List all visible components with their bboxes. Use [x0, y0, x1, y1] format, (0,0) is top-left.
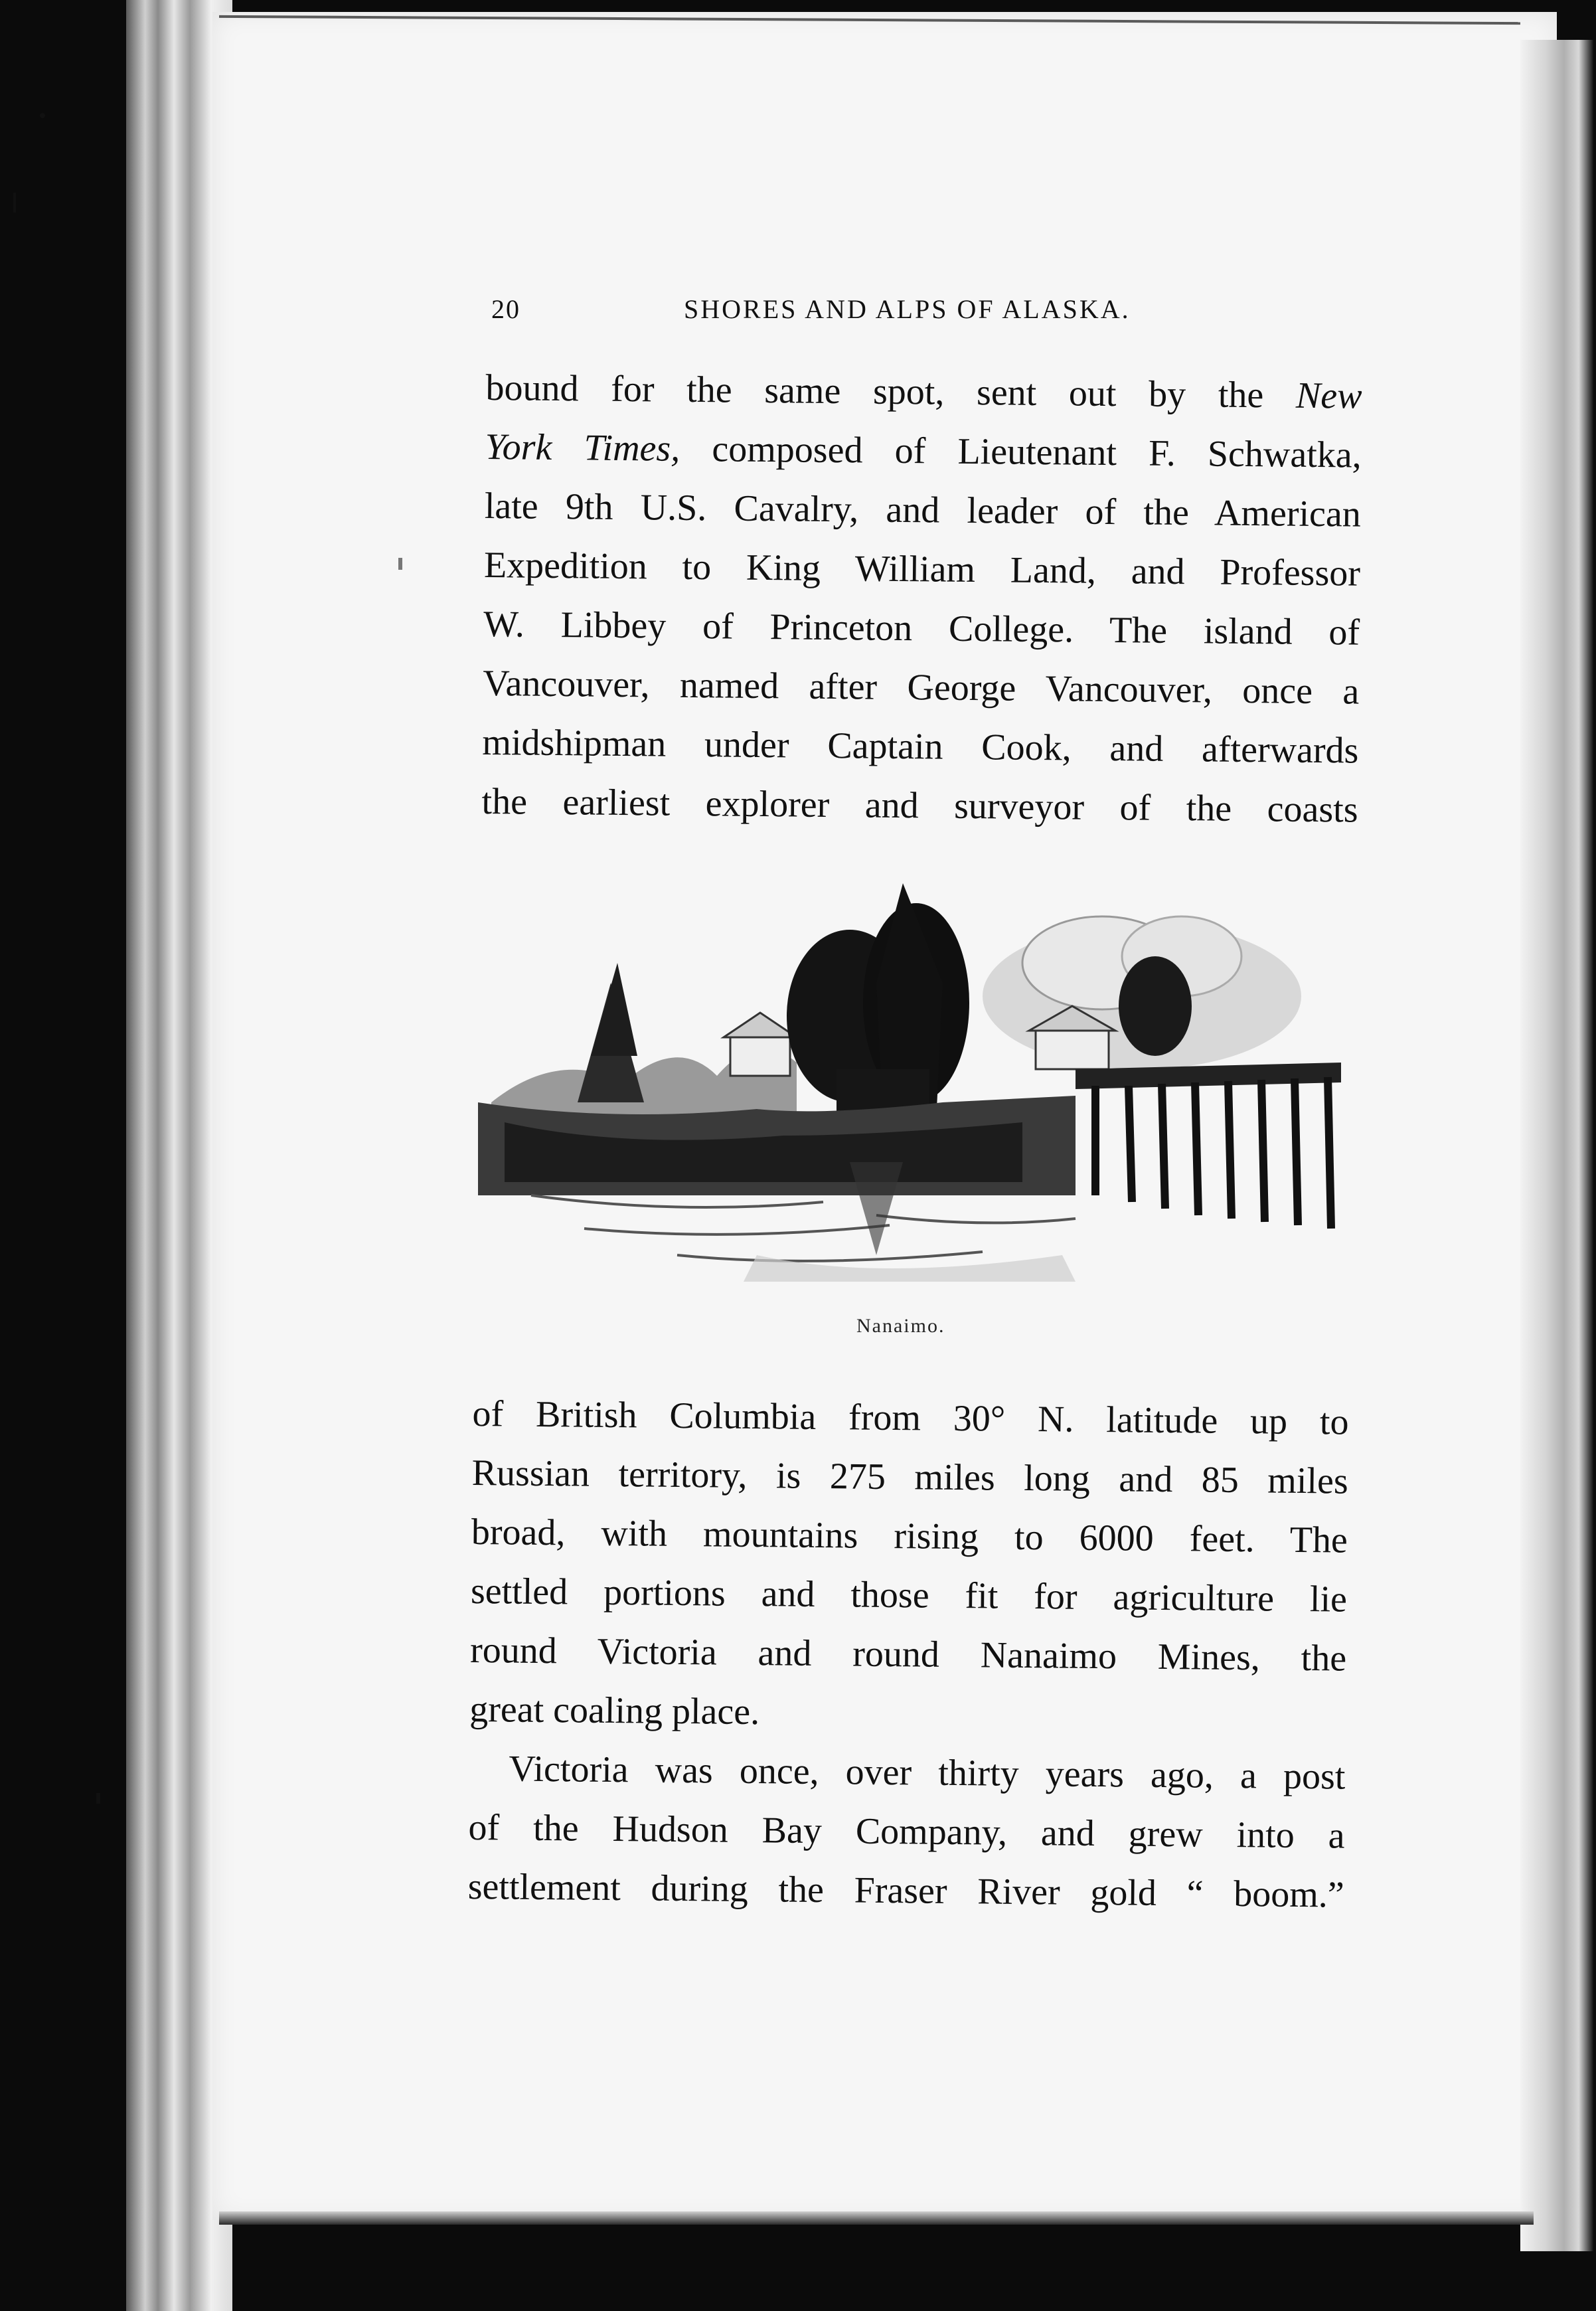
text-line: York Times, composed of Lieutenant F. Schwatka, — [485, 426, 1362, 476]
nanaimo-illustration — [478, 883, 1361, 1295]
text-line: Victoria was once, over thirty years ago, a post — [509, 1748, 1346, 1798]
text-line: Expedition to King William Land, and Professor — [483, 544, 1361, 594]
text-line: settled portions and those fit for agriculture lie — [470, 1570, 1348, 1620]
text-line: late 9th U.S. Cavalry, and leader of the American — [484, 485, 1362, 535]
text-line: great coaling place. — [469, 1688, 760, 1733]
text-line: Vancouver, named after George Vancouver, once a — [483, 662, 1360, 713]
text-line: midshipman under Captain Cook, and afterwards — [482, 721, 1359, 772]
text-line: the earliest explorer and surveyor of the coasts — [481, 780, 1358, 831]
scan-speck — [96, 1793, 100, 1804]
text-line: Russian territory, is 275 miles long and 85 miles — [471, 1452, 1348, 1502]
text-line: of the Hudson Bay Company, and grew into a — [468, 1806, 1345, 1857]
text-line: round Victoria and round Nanaimo Mines, the — [469, 1629, 1347, 1679]
scan-speck — [13, 193, 16, 213]
figure-caption: Nanaimo. — [856, 1315, 945, 1337]
running-head — [491, 294, 1421, 333]
page-bottom-edge — [219, 2211, 1534, 2225]
text-line: of British Columbia from 30° N. latitude up to — [472, 1393, 1349, 1443]
paragraph-2-3 — [467, 1385, 1349, 1925]
text-line: W. Libbey of Princeton College. The island of — [483, 603, 1360, 653]
page-edge-shadow — [1520, 40, 1593, 2251]
scan-speck — [398, 558, 402, 570]
page-number: 20 — [491, 294, 520, 324]
running-title: SHORES AND ALPS OF ALASKA. — [684, 294, 1131, 324]
paragraph-1 — [481, 359, 1362, 840]
scan-speck — [40, 113, 45, 118]
text-line: settlement during the Fraser River gold “ boom.” — [467, 1865, 1344, 1916]
text-line: bound for the same spot, sent out by the New — [485, 367, 1362, 417]
text-line: broad, with mountains rising to 6000 feet. The — [471, 1511, 1348, 1561]
